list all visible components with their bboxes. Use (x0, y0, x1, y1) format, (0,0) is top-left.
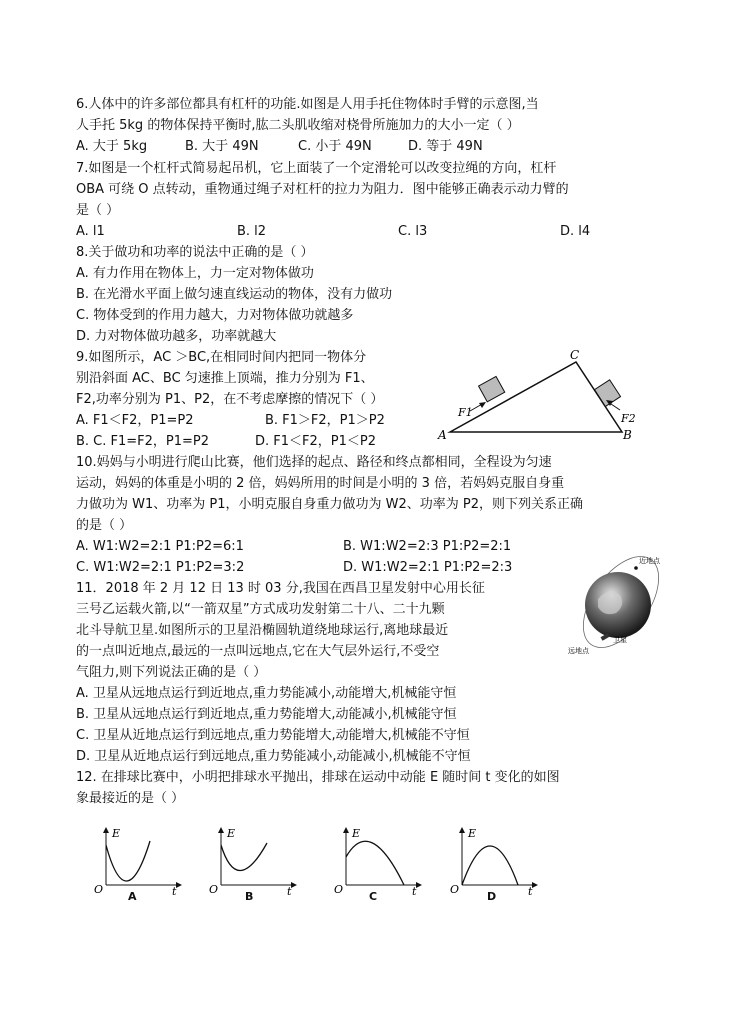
incline-triangle (450, 362, 622, 432)
q8-stem: 8.关于做功和功率的说法中正确的是（ ） (76, 245, 314, 260)
q9-stem-line3: F2,功率分别为 P1、P2，在不考虑摩擦的情况下（ ） (76, 392, 384, 407)
q8-option-a: A. 有力作用在物体上，力一定对物体做功 (76, 266, 314, 281)
graph-a-label: A (128, 890, 137, 903)
q9-stem-line2: 别沿斜面 AC、BC 匀速推上顶端，推力分别为 F1、 (76, 371, 374, 386)
block-on-ac (479, 376, 505, 401)
label-near-point: 近地点 (639, 557, 660, 565)
label-satellite: 卫星 (613, 636, 627, 644)
q7-stem-line1: 7.如图是一个杠杆式简易起吊机，它上面装了一个定滑轮可以改变拉绳的方向，杠杆 (76, 161, 557, 176)
q9-option-c: B. C. F1=F2，P1=P2 (76, 434, 210, 449)
q9-option-a: A. F1＜F2，P1=P2 (76, 413, 194, 428)
q11-stem-line1: 11．2018 年 2 月 12 日 13 时 03 分,我国在西昌卫星发射中心用长征 (76, 581, 485, 596)
q11-stem-line4: 的一点叫近地点,最远的一点叫远地点,它在大气层外运行,不受空 (76, 644, 440, 659)
label-b: B (623, 428, 632, 442)
graph-b-x-label: t (287, 885, 292, 898)
graph-a-x-label: t (172, 885, 177, 898)
q11-stem-line5: 气阻力,则下列说法正确的是（ ） (76, 665, 267, 680)
q10-stem-line4: 的是（ ） (76, 518, 133, 533)
graph-c (332, 823, 427, 908)
q12-stem-line2: 象最接近的是（ ） (76, 791, 185, 806)
q7-stem-line3: 是（ ） (76, 203, 120, 218)
graph-d-y-label: E (468, 827, 477, 840)
q10-stem-line3: 力做功为 W1、功率为 P1，小明克服自身重力做功为 W2、功率为 P2，则下列关系正确 (76, 497, 584, 512)
satellite-orbit-figure (566, 547, 671, 657)
q8-option-b: B. 在光滑水平面上做匀速直线运动的物体，没有力做功 (76, 287, 393, 302)
q11-stem-line2: 三号乙运载火箭,以“一箭双星”方式成功发射第二十八、二十九颗 (76, 602, 445, 617)
graph-b-curve (221, 843, 267, 871)
graph-b-y-label: E (227, 827, 236, 840)
graph-a-curve (106, 841, 150, 881)
graph-c-x-label: t (412, 885, 417, 898)
q7-stem-line2: OBA 可绕 O 点转动，重物通过绳子对杠杆的拉力为阻力．图中能够正确表示动力臂的 (76, 182, 569, 197)
q6-stem-line2: 人手托 5kg 的物体保持平衡时,肱二头肌收缩对桡骨所施加力的大小一定（ ） (76, 118, 520, 133)
q7-option-c: C. l3 (398, 224, 428, 239)
graph-a-origin: O (94, 883, 104, 896)
graph-d-label: D (487, 890, 497, 903)
q12-stem-line1: 12. 在排球比赛中，小明把排球水平抛出，排球在运动中动能 E 随时间 t 变化的如图 (76, 770, 560, 785)
graph-c-y-label: E (352, 827, 361, 840)
q9-option-b: B. F1＞F2，P1＞P2 (265, 413, 385, 428)
q7-option-a: A. l1 (76, 224, 105, 239)
graph-c-curve (346, 841, 404, 885)
perigee-dot (634, 566, 638, 570)
q6-option-c: C. 小于 49N (298, 139, 372, 154)
q7-option-d: D. l4 (560, 224, 591, 239)
q11-option-d: D. 卫星从近地点运行到远地点,重力势能减小,动能减小,机械能不守恒 (76, 749, 471, 764)
q7-option-b: B. l2 (237, 224, 267, 239)
q8-option-d: D. 力对物体做功越多，功率就越大 (76, 329, 277, 344)
q6-option-b: B. 大于 49N (185, 139, 259, 154)
q10-stem-line1: 10.妈妈与小明进行爬山比赛，他们选择的起点、路径和终点都相同，全程设为匀速 (76, 455, 552, 470)
graph-c-label: C (369, 890, 378, 903)
graph-d-origin: O (450, 883, 460, 896)
label-far-point: 远地点 (568, 647, 589, 655)
q9-option-d: D. F1＜F2，P1＜P2 (255, 434, 376, 449)
graph-c-origin: O (334, 883, 344, 896)
q11-option-b: B. 卫星从远地点运行到近地点,重力势能增大,动能减小,机械能守恒 (76, 707, 457, 722)
q11-option-c: C. 卫星从近地点运行到远地点,重力势能增大,动能增大,机械能不守恒 (76, 728, 470, 743)
label-c: C (570, 348, 580, 362)
q6-option-a: A. 大于 5kg (76, 139, 148, 154)
q6-stem-line1: 6.人体中的许多部位都具有杠杆的功能.如图是人用手托住物体时手臂的示意图,当 (76, 97, 539, 112)
q6-option-d: D. 等于 49N (408, 139, 483, 154)
label-f2: F2 (621, 412, 636, 425)
graph-b-label: B (245, 890, 254, 903)
graph-b-origin: O (209, 883, 219, 896)
q8-option-c: C. 物体受到的作用力越大，力对物体做功就越多 (76, 308, 354, 323)
q10-stem-line2: 运动，妈妈的体重是小明的 2 倍，妈妈所用的时间是小明的 3 倍，若妈妈克服自身重 (76, 476, 565, 491)
graph-d-x-label: t (528, 885, 533, 898)
q10-option-b: B. W1:W2=2:3 P1:P2=2:1 (343, 539, 512, 554)
graph-d-curve (462, 846, 518, 885)
q9-stem-line1: 9.如图所示，AC ＞BC,在相同时间内把同一物体分 (76, 350, 367, 365)
label-a: A (438, 428, 447, 442)
block-on-bc (595, 380, 621, 407)
graph-a-y-label: E (112, 827, 121, 840)
graph-a (92, 823, 187, 908)
graph-b (207, 823, 302, 908)
q11-option-a: A. 卫星从远地点运行到近地点,重力势能减小,动能增大,机械能守恒 (76, 686, 457, 701)
q10-option-a: A. W1:W2=2:1 P1:P2=6:1 (76, 539, 244, 554)
incline-figure (430, 348, 640, 443)
q10-option-d: D. W1:W2=2:1 P1:P2=2:3 (343, 560, 513, 575)
q10-option-c: C. W1:W2=2:1 P1:P2=3:2 (76, 560, 245, 575)
label-f1: F1 (458, 406, 473, 419)
q11-stem-line3: 北斗导航卫星.如图所示的卫星沿椭圆轨道绕地球运行,离地球最近 (76, 623, 449, 638)
